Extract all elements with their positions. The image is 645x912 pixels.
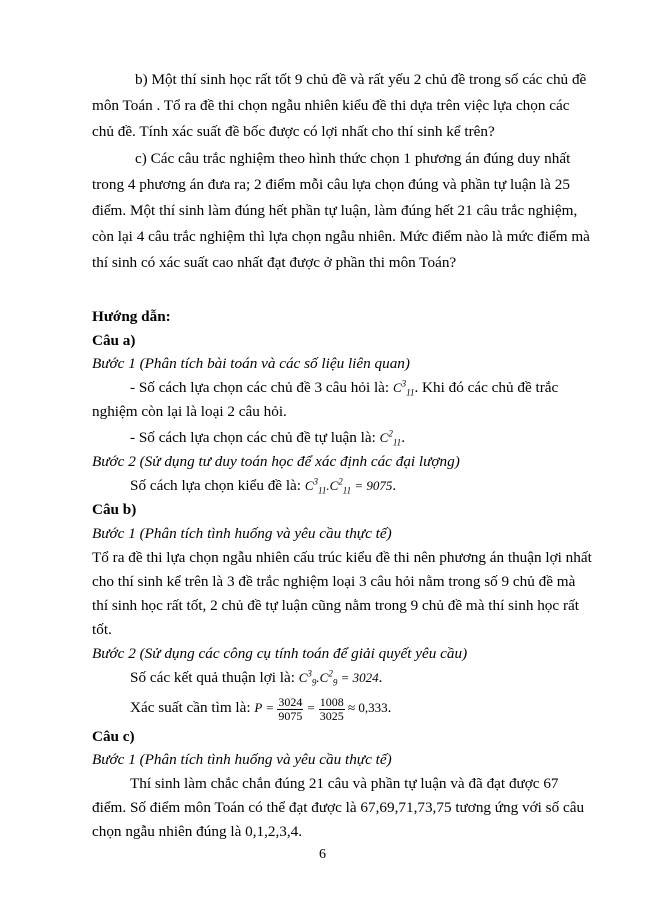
part-a-step-2: Bước 2 (Sử dụng tư duy toán học để xác định các đại lượng) xyxy=(92,453,460,470)
part-a-step-1: Bước 1 (Phân tích bài toán và các số liệu liên quan) xyxy=(92,355,410,372)
question-b-line-3: chủ đề. Tính xác suất đề bốc được có lợi nhất cho thí sinh kể trên? xyxy=(92,123,495,140)
question-c-line-1: c) Các câu trắc nghiệm theo hình thức chọn 1 phương án đúng duy nhất xyxy=(135,150,571,167)
part-a-heading: Câu a) xyxy=(92,332,136,349)
part-c-heading: Câu c) xyxy=(92,728,135,745)
part-a-line-3: - Số cách lựa chọn các chủ đề tự luận là: $C^2_{11}$. xyxy=(130,428,405,448)
product-formula-a: $C^3_{11}.C^2_{11} = 9075$ xyxy=(304,476,393,496)
part-a-line-4: Số cách lựa chọn kiểu đề là: $C^3_{11}.C^2_{11} = 9075$. xyxy=(130,476,397,496)
combination-c-2-11: $C^2_{11}$ xyxy=(379,428,402,448)
part-b-line-6: Xác suất cần tìm là: P = $\frac{3024}{9075}$ = $\frac{1008}{3025}$ ≈ 0,333. xyxy=(130,694,392,723)
part-c-line-1: Thí sinh làm chắc chắn đúng 21 câu và phần tự luận và đã đạt được 67 xyxy=(130,775,559,792)
part-b-line-1: Tổ ra đề thi lựa chọn ngẫu nhiên cấu trúc kiểu đề thi nên phương án thuận lợi nhất xyxy=(92,549,592,566)
part-b-step-1: Bước 1 (Phân tích tình huống và yêu cầu thực tế) xyxy=(92,525,392,542)
question-b-line-2: môn Toán . Tổ ra đề thi chọn ngẫu nhiên kiểu đề thi dựa trên việc lựa chọn các xyxy=(92,97,570,114)
combination-c-3-11: $C^3_{11}$ xyxy=(392,378,415,398)
part-b-line-3: thí sinh học rất tốt, 2 chủ đề tự luận cũng nằm trong 9 chủ đề mà thí sinh học rất xyxy=(92,597,579,614)
probability-formula: P = $\frac{3024}{9075}$ = $\frac{1008}{3025}$ ≈ 0,333 xyxy=(254,694,388,723)
part-a-line-1: - Số cách lựa chọn các chủ đề 3 câu hỏi là: $C^3_{11}$. Khi đó các chủ đề trắc xyxy=(130,378,559,398)
part-a-line-2: nghiệm còn lại là loại 2 câu hỏi. xyxy=(92,403,287,420)
part-b-line-5: Số các kết quả thuận lợi là: $C^3_9.C^2_9 = 3024$. xyxy=(130,668,383,688)
question-b-line-1: b) Một thí sinh học rất tốt 9 chủ đề và rất yếu 2 chủ đề trong số các chủ đề xyxy=(135,71,587,88)
question-c-line-5: thí sinh có xác suất cao nhất đạt được ở phần thi môn Toán? xyxy=(92,254,457,271)
part-b-line-2: cho thí sinh kể trên là 3 đề trắc nghiệm loại 3 câu hỏi nằm trong số 9 chủ đề mà xyxy=(92,573,576,590)
page-number: 6 xyxy=(319,847,326,862)
part-b-step-2: Bước 2 (Sử dụng các công cụ tính toán để giải quyết yêu cầu) xyxy=(92,645,468,662)
question-c-line-4: còn lại 4 câu trắc nghiệm thì lựa chọn ngẫu nhiên. Mức điểm nào là mức điểm mà xyxy=(92,228,590,245)
part-c-step-1: Bước 1 (Phân tích tình huống và yêu cầu thực tế) xyxy=(92,751,392,768)
guide-title: Hướng dẫn: xyxy=(92,308,171,325)
part-c-line-2: điểm. Số điểm môn Toán có thể đạt được là 67,69,71,73,75 tương ứng với số câu xyxy=(92,799,585,816)
question-c-line-3: điểm. Một thí sinh làm đúng hết phần tự luận, làm đúng hết 21 câu trắc nghiệm, xyxy=(92,202,578,219)
part-c-line-3: chọn ngẫu nhiên đúng là 0,1,2,3,4. xyxy=(92,823,303,840)
product-formula-b: $C^3_9.C^2_9 = 3024$ xyxy=(298,668,379,688)
question-c-line-2: trong 4 phương án đưa ra; 2 điểm mỗi câu lựa chọn đúng và phần tự luận là 25 xyxy=(92,176,570,193)
part-b-line-4: tốt. xyxy=(92,621,112,638)
part-b-heading: Câu b) xyxy=(92,501,137,518)
